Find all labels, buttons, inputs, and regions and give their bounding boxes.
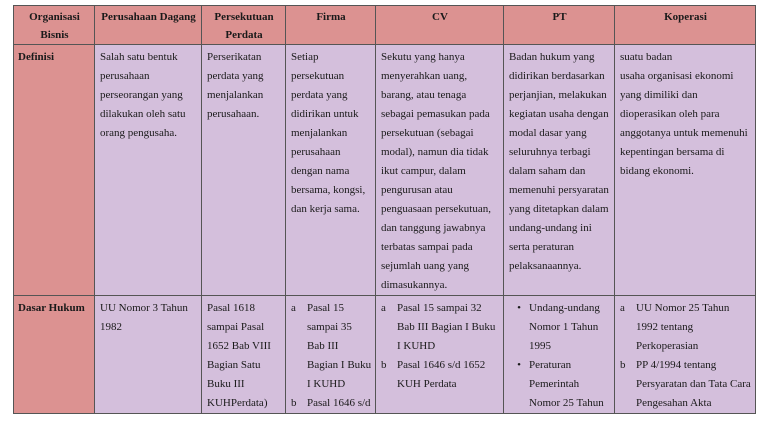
text-line: anggotanya untuk memenuhi — [620, 127, 748, 139]
text-line: Badan hukum yang — [509, 51, 595, 63]
text-line: kegiatan usaha dengan — [509, 108, 609, 120]
header-koperasi: Koperasi — [615, 6, 756, 45]
text-line: suatu badan — [620, 51, 673, 63]
cell-dasar-hukum-persekutuan-perdata — [202, 296, 286, 414]
text-line: didirikan berdasarkan — [509, 70, 605, 82]
text-line: modal), namun dia tidak — [381, 146, 489, 158]
text-line: dilakukan oleh satu — [100, 108, 186, 120]
text-line: yang ditetapkan dalam — [509, 203, 609, 215]
text-line: orang pengusaha. — [100, 127, 177, 139]
text-line: Perserikatan — [207, 51, 262, 63]
text-line: Undang-undang — [529, 302, 600, 314]
text-line: perdata yang — [207, 70, 264, 82]
text-line: UU Nomor 25 Tahun — [636, 302, 730, 314]
text-line: pelaksanaannya. — [509, 260, 582, 272]
text-line: menyerahkan uang, — [381, 70, 468, 82]
text-line: Pasal 15 sampai 32 — [397, 302, 482, 314]
cell-definisi-cv — [376, 45, 504, 296]
text-line: UU Nomor 3 Tahun — [100, 302, 188, 314]
cell-dasar-hukum-koperasi — [615, 296, 756, 414]
text-line: Bab III Bagian I Buku — [397, 321, 496, 333]
text-line: perdata yang — [291, 89, 348, 101]
text-line: 1995 — [529, 340, 551, 352]
list-item — [509, 299, 610, 356]
list-item: a Pasal 15 sampai 35 Bab III Bagian I Buku I KUHD — [291, 299, 371, 394]
text-line: pengurusan atau — [381, 184, 453, 196]
text-line: kepentingan bersama di — [620, 146, 725, 158]
text-line: Buku III — [207, 378, 245, 390]
text-line: ikut campur, dalam — [381, 165, 466, 177]
text-line: Peraturan — [529, 359, 572, 371]
text-line: Pasal 1618 — [207, 302, 255, 314]
header-persekutuan-perdata: Persekutuan Perdata — [202, 6, 286, 45]
text-line: KUH Perdata — [397, 378, 457, 390]
text-line: sampai 35 — [307, 321, 352, 333]
text-line: barang, atau tenaga — [381, 89, 467, 101]
text-line: Sekutu yang hanya — [381, 51, 465, 63]
text-line: bersama, kongsi, — [291, 184, 366, 196]
text-line: dioperasikan oleh para — [620, 108, 720, 120]
text-line: dimasukannya. — [381, 279, 448, 291]
text-line: modal dasar yang — [509, 127, 587, 139]
text-line: sejumlah uang yang — [381, 260, 469, 272]
text-line: dalam saham dan — [509, 165, 586, 177]
table-row-definisi — [14, 45, 756, 296]
header-firma: Firma — [286, 6, 376, 45]
text-line: perusahaan — [100, 70, 150, 82]
text-line: perusahaan. — [207, 108, 260, 120]
list-item: a Pasal 15 sampai 32 Bab III Bagian I Buku I KUHD — [381, 299, 499, 356]
text-line: serta peraturan — [509, 241, 575, 253]
text-line: Perkoperasian — [636, 340, 699, 352]
text-line: Bagian Satu — [207, 359, 261, 371]
text-line: Persyaratan dan Tata Cara — [636, 378, 751, 390]
row-label-dasar-hukum: Dasar Hukum — [14, 296, 95, 414]
header-pt: PT — [504, 6, 615, 45]
text-line: Nomor 25 Tahun — [529, 397, 604, 409]
text-line: Setiap — [291, 51, 319, 63]
text-line: 1652 Bab VIII — [207, 340, 271, 352]
text-line: 1982 — [100, 321, 122, 333]
list-item: b Pasal 1646 s/d 1652 KUH Perdata — [381, 356, 499, 394]
text-line: terbatas sampai pada — [381, 241, 473, 253]
bullet-icon: • — [517, 302, 521, 314]
text-line: perjanjian, melakukan — [509, 89, 607, 101]
cell-dasar-hukum-firma — [286, 296, 376, 414]
text-line: Bagian I Buku — [307, 359, 372, 371]
text-line: Bab III — [307, 340, 339, 352]
text-line: menjalankan — [207, 89, 264, 101]
text-line: Pengesahan Akta — [636, 397, 712, 409]
text-line: sampai Pasal — [207, 321, 265, 333]
text-line: perusahaan — [291, 146, 341, 158]
text-line: Pasal 1646 s/d 1652 — [397, 359, 486, 371]
text-line: Pemerintah — [529, 378, 580, 390]
list-item — [509, 356, 610, 413]
text-line: bidang ekonomi. — [620, 165, 694, 177]
text-line: yang dimiliki dan — [620, 89, 698, 101]
header-perusahaan-dagang: Perusahaan Dagang — [95, 6, 202, 45]
cell-definisi-koperasi — [615, 45, 756, 296]
text-line: PP 4/1994 tentang — [636, 359, 717, 371]
header-cv: CV — [376, 6, 504, 45]
list-item: a UU Nomor 25 Tahun 1992 tentang Perkoperasian — [620, 299, 751, 356]
text-line: 1992 tentang — [636, 321, 694, 333]
cell-definisi-perusahaan-dagang — [95, 45, 202, 296]
text-line: perseorangan yang — [100, 89, 183, 101]
text-line: seluruhnya terbagi — [509, 146, 591, 158]
list-item: b PP 4/1994 tentang Persyaratan dan Tata Cara Pengesahan Akta — [620, 356, 751, 413]
text-line: KUHPerdata) — [207, 397, 268, 409]
comparison-table — [13, 5, 756, 414]
text-line: persekutuan (sebagai — [381, 127, 474, 139]
text-line: menjalankan — [291, 127, 348, 139]
cell-dasar-hukum-cv — [376, 296, 504, 414]
text-line: usaha organisasi ekonomi — [620, 70, 734, 82]
text-line: penguasaan persekutuan, — [381, 203, 491, 215]
text-line: I KUHD — [307, 378, 346, 390]
text-line: Pasal 15 — [307, 302, 344, 314]
cell-definisi-pt — [504, 45, 615, 296]
text-line: Pasal 1646 s/d — [307, 397, 371, 409]
cell-dasar-hukum-pt — [504, 296, 615, 414]
table-row-dasar-hukum — [14, 296, 756, 414]
text-line: I KUHD — [397, 340, 436, 352]
text-line: dan kerja sama. — [291, 203, 360, 215]
text-line: persekutuan — [291, 70, 345, 82]
cell-dasar-hukum-perusahaan-dagang — [95, 296, 202, 414]
text-line: memenuhi persyaratan — [509, 184, 609, 196]
row-label-definisi: Definisi — [14, 45, 95, 296]
bullet-icon: • — [517, 359, 521, 371]
list-item: b Pasal 1646 s/d — [291, 394, 371, 413]
header-row — [14, 6, 756, 45]
cell-definisi-persekutuan-perdata — [202, 45, 286, 296]
text-line: dan tanggung jawabnya — [381, 222, 486, 234]
text-line: sebagai pemasukan pada — [381, 108, 490, 120]
header-organisasi-bisnis: Organisasi Bisnis — [14, 6, 95, 45]
text-line: didirikan untuk — [291, 108, 359, 120]
text-line: Nomor 1 Tahun — [529, 321, 599, 333]
cell-definisi-firma — [286, 45, 376, 296]
text-line: Salah satu bentuk — [100, 51, 178, 63]
text-line: dengan nama — [291, 165, 350, 177]
text-line: undang-undang ini — [509, 222, 592, 234]
